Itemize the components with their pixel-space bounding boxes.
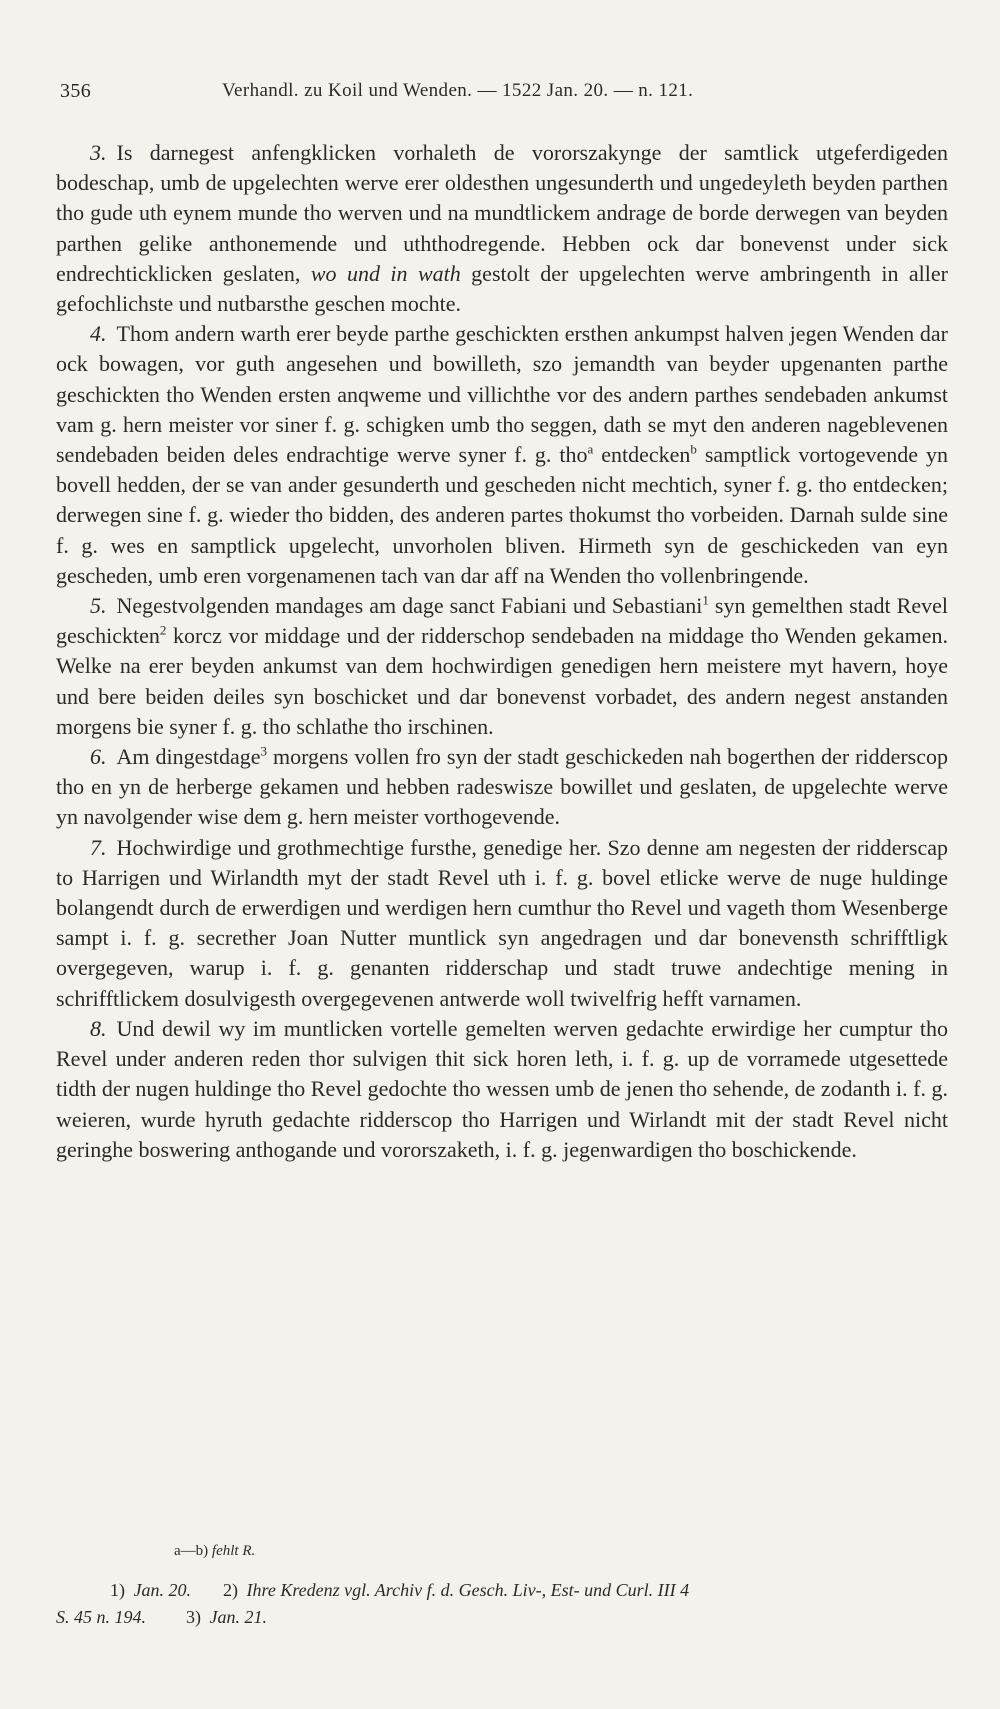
collation-mark: b [690, 441, 697, 457]
paragraph-6 [56, 742, 948, 833]
footnote-2-ref: 2) [223, 1580, 238, 1600]
paragraph-number: 6. [90, 744, 107, 770]
paragraph-number: 3. [90, 140, 107, 165]
paragraph-text: samptlick vortogevende yn bovell hedden, der se van ander gesunderth und gescheden nicht mechtich, syner f. g. tho entdecken; derwegen sine f. g. wieder tho bidden, des anderen partes thokumst tho vorbeiden. Darnah sulde sine f. g. wes en samptlick upgelecht, unvorholen bliven. Hirmeth syn de geschickeden van eyn gescheden, umb eren vorgenamenen tach van dar aff na Wenden tho vollenbringende. [56, 442, 948, 588]
collation-note-text: fehlt R. [211, 1543, 256, 1559]
paragraph-text: gestolt der upgelechten werve ambringenth in aller gefochlichste und nutbarsthe geschen mochte. [56, 260, 948, 317]
footnotes [56, 1538, 948, 1631]
paragraph-text: Am dingestdage [116, 744, 261, 770]
collation-note [56, 1538, 948, 1565]
paragraph-text: Negestvolgenden mandages am dage sanct Fabiani und Sebastiani [116, 593, 703, 619]
footnote-2-text: Ihre Kredenz vgl. Archiv f. d. Gesch. Liv-, Est- und Curl. III 4 [246, 1580, 690, 1600]
paragraph-7 [56, 833, 948, 1014]
paragraph-4 [56, 319, 948, 591]
paragraph-3 [56, 138, 948, 319]
footnote-3-ref: 3) [186, 1607, 201, 1627]
paragraph-text-italic: wo und in wath [310, 260, 461, 286]
page-number: 356 [60, 80, 92, 102]
paragraph-5 [56, 591, 948, 742]
paragraph-text: syn gemelthen stadt Revel geschickten [56, 593, 948, 649]
paragraph-number: 7. [90, 834, 107, 860]
footnote-3-text: Jan. 21. [209, 1607, 267, 1627]
footnote-2-text-cont: S. 45 n. 194. [56, 1607, 146, 1627]
collation-mark: a [587, 441, 594, 457]
paragraph-number: 8. [90, 1015, 107, 1041]
paragraph-text: Hochwirdige und grothmechtige fursthe, genedige her. Szo denne am negesten der ridderscap to Harrigen und Wirlandth myt der stadt Revel uth i. f. g. bovel etlicke werve de nuge huldinge bolangendt durch de erwerdigen und werdigen hern cumthur tho Revel und vageth thom Wesenberge sampt i. f. g. secrether Joan Nutter muntlick syn angedragen und dar bonevensth schrifftligk overgegeven, warup i. f. g. genanten ridderschap und stadt truwe andechtige mening in schrifftlickem dosulvigesth overgegevenen antwerde woll twivelfrig hefft varnamen. [56, 834, 948, 1011]
paragraph-text: korcz vor middage und der ridderschop sendebaden na middage tho Wenden gekamen. Welke na erer beyden ankumst van dem hochwirdigen genedigen hern meistere myt havern, hoye und bere beiden deiles syn boschicket und dar bonevenst vorbadet, des andern negest anstanden morgens bie syner f. g. tho schlathe tho irschinen. [56, 623, 948, 739]
collation-note-ref: a—b) [174, 1543, 209, 1559]
footnote-mark: 3 [260, 743, 268, 759]
running-title: Verhandl. zu Koil und Wenden. — 1522 Jan. 20. — n. 121. [222, 80, 694, 101]
footnote-1-text: Jan. 20. [133, 1580, 191, 1600]
footnote-1-ref: 1) [110, 1580, 125, 1600]
paragraph-text: Und dewil wy im muntlicken vortelle gemelten werven gedachte erwirdige her cumptur tho Revel under anderen reden thor sulvigen thit sick horen leth, i. f. g. up de vorramede utgesettede tidth der nugen huldinge tho Revel gedochte tho wessen umb de jenen tho sehende, de zodanth i. f. g. weieren, wurde hyruth gedachte ridderscop tho Harrigen und Wirlandt mit der stadt Revel nicht geringhe boswering anthogande und vororszaketh, i. f. g. jegenwardigen tho boschickende. [56, 1015, 948, 1162]
body-text [56, 138, 948, 1165]
footnote-mark: 2 [159, 622, 167, 638]
footnote-line-1 [56, 1577, 948, 1604]
footnote-mark: 1 [702, 592, 709, 608]
paragraph-text: Is darnegest anfengklicken vorhaleth de vororszakynge der samtlick utgeferdigeden bodeschap, umb de upgelechten werve erer oldesthen ungesunderth und ungedeyleth beyden parthen tho gude uth eynem munde tho werven und na mundtlickem andrage de borde derwegen van beyden parthen gelike anthonemende und uththodregende. Hebben ock dar bonevenst under sick endrechticklicken geslaten, [56, 140, 948, 286]
footnote-line-2 [56, 1604, 948, 1631]
paragraph-number: 5. [90, 593, 107, 619]
paragraph-text: entdecken [593, 442, 691, 468]
paragraph-8 [56, 1014, 948, 1165]
running-header [56, 80, 944, 110]
paragraph-text: morgens vollen fro syn der stadt geschickeden nah bogerthen der ridderscop tho en yn de herberge gekamen und hebben radeswisze bowillet und geslaten, de upgelechte werve yn navolgender wise dem g. hern meister vorthogevende. [56, 744, 948, 830]
paragraph-text: Thom andern warth erer beyde parthe geschickten ersthen ankumpst halven jegen Wenden dar ock bowagen, vor guth angesehen und bowilleth, szo jemandth van beyder upgenanten parthe geschickten tho Wenden ersten anqweme und villichthe vor des andern parthes sendebaden ankumst vam g. hern meister vor siner f. g. schigken umb tho seggen, dath se myt den anderen nageblevenen sendebaden beiden deles endrachtige werve syner f. g. tho [56, 321, 948, 468]
paragraph-number: 4. [90, 321, 107, 347]
